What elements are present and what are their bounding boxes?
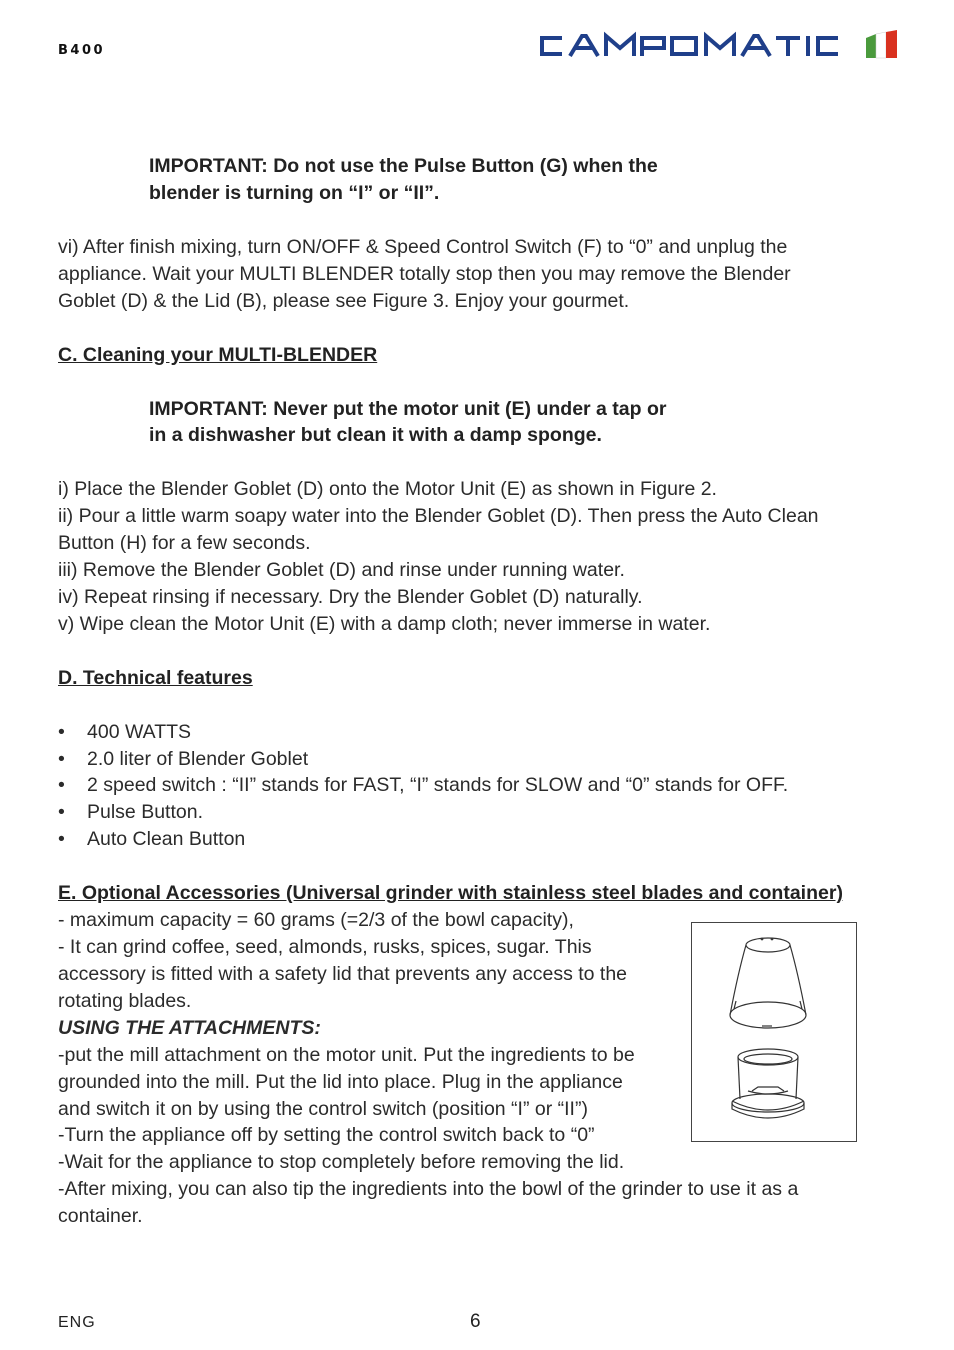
cleaning-step: v) Wipe clean the Motor Unit (E) with a damp cloth; never immerse in water. <box>58 613 711 635</box>
italian-flag-icon <box>866 30 897 58</box>
section-heading-technical: D. Technical features <box>58 667 253 689</box>
section-heading-accessories: E. Optional Accessories (Universal grinder with stainless steel blades and container) <box>58 882 843 904</box>
bullet-icon: • <box>58 774 65 796</box>
cleaning-step: i) Place the Blender Goblet (D) onto the Motor Unit (E) as shown in Figure 2. <box>58 478 717 500</box>
cleaning-step: iii) Remove the Blender Goblet (D) and rinse under running water. <box>58 559 625 581</box>
using-line: -Wait for the appliance to stop completely before removing the lid. <box>58 1151 625 1173</box>
using-line: -Turn the appliance off by setting the control switch back to “0” <box>58 1124 595 1146</box>
paragraph-line: Goblet (D) & the Lid (B), please see Figure 3. Enjoy your gourmet. <box>58 290 630 312</box>
paragraph-line: vi) After finish mixing, turn ON/OFF & Speed Control Switch (F) to “0” and unplug the <box>58 236 788 258</box>
cleaning-step: iv) Repeat rinsing if necessary. Dry the Blender Goblet (D) naturally. <box>58 586 643 608</box>
using-line: -After mixing, you can also tip the ingredients into the bowl of the grinder to use it as a <box>58 1178 799 1200</box>
footer-language: ENG <box>58 1314 96 1331</box>
campomatic-logo <box>536 30 898 60</box>
accessory-line: rotating blades. <box>58 990 192 1012</box>
important-note-line: blender is turning on “I” or “II”. <box>149 182 440 204</box>
accessory-line: - It can grind coffee, seed, almonds, rusks, spices, sugar. This <box>58 936 592 958</box>
feature-item: Pulse Button. <box>87 801 203 823</box>
accessory-line: - maximum capacity = 60 grams (=2/3 of the bowl capacity), <box>58 909 574 931</box>
important-note-line: in a dishwasher but clean it with a damp sponge. <box>149 424 602 446</box>
feature-item: 2.0 liter of Blender Goblet <box>87 748 309 770</box>
bullet-icon: • <box>58 721 65 743</box>
using-attachments-heading: USING THE ATTACHMENTS: <box>58 1017 321 1039</box>
model-code: B400 <box>58 43 106 58</box>
using-line: container. <box>58 1205 143 1227</box>
using-line: and switch it on by using the control switch (position “I” or “II”) <box>58 1098 588 1120</box>
section-heading-cleaning: C. Cleaning your MULTI-BLENDER <box>58 344 378 366</box>
important-note-line: IMPORTANT: Do not use the Pulse Button (G) when the <box>149 155 658 177</box>
feature-item: 400 WATTS <box>87 721 192 743</box>
using-line: -put the mill attachment on the motor unit. Put the ingredients to be <box>58 1044 635 1066</box>
bullet-icon: • <box>58 801 65 823</box>
grinder-drawing <box>692 923 856 1141</box>
feature-item: Auto Clean Button <box>87 828 246 850</box>
feature-item: 2 speed switch : “II” stands for FAST, “I” stands for SLOW and “0” stands for OFF. <box>87 774 789 796</box>
paragraph-line: appliance. Wait your MULTI BLENDER totally stop then you may remove the Blender <box>58 263 791 285</box>
bullet-icon: • <box>58 748 65 770</box>
using-line: grounded into the mill. Put the lid into place. Plug in the appliance <box>58 1071 623 1093</box>
accessory-line: accessory is fitted with a safety lid that prevents any access to the <box>58 963 628 985</box>
grinder-illustration <box>691 922 857 1142</box>
important-note-line: IMPORTANT: Never put the motor unit (E) under a tap or <box>149 398 667 420</box>
cleaning-step: Button (H) for a few seconds. <box>58 532 311 554</box>
cleaning-step: ii) Pour a little warm soapy water into the Blender Goblet (D). Then press the Auto Clean <box>58 505 819 527</box>
page-number: 6 <box>470 1311 481 1332</box>
bullet-icon: • <box>58 828 65 850</box>
